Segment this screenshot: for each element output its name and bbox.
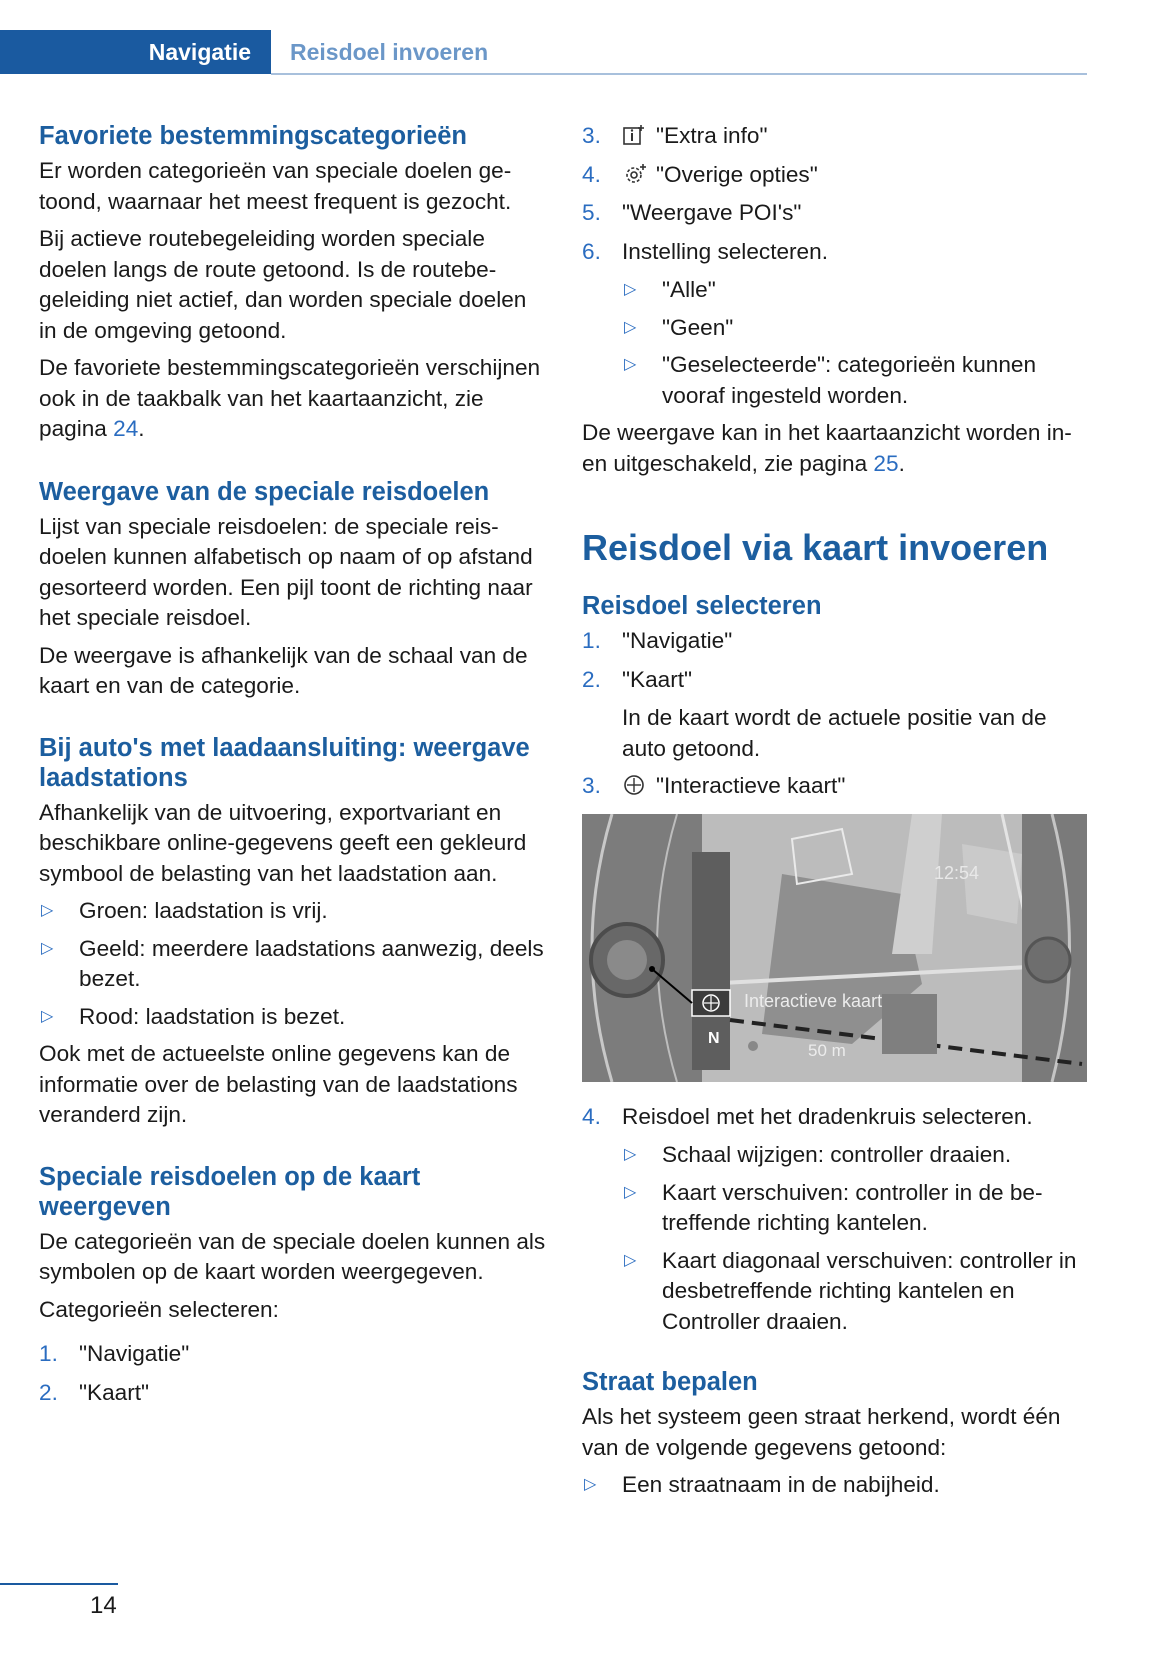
heading-select-destination: Reisdoel selecteren [582, 592, 822, 620]
step-text: "Kaart" [622, 666, 693, 692]
paragraph: Ook met de actueelste online gegevens kan de informatie over de belasting van de laadstations veranderd zijn. [39, 1041, 518, 1127]
step-text: "Overige opties" [656, 161, 818, 187]
list-item-text: Kaart diagonaal verschuiven: controller in desbetreffende richting kantelen en Controller draaien. [662, 1247, 1077, 1334]
triangle-bullet-icon: ▷ [624, 318, 637, 336]
step-number: 1. [39, 1341, 58, 1366]
triangle-bullet-icon: ▷ [624, 1251, 637, 1269]
triangle-bullet-icon: ▷ [41, 902, 54, 919]
crosshair-icon [622, 773, 648, 797]
list-item [39, 896, 549, 927]
step-number: 5. [582, 200, 601, 225]
list-item [39, 1339, 549, 1370]
list-item-text: "Alle" [662, 277, 716, 302]
header-subsection: Reisdoel invoeren [290, 39, 489, 65]
list-item-text: Kaart verschuiven: controller in de betreffende richting kantelen. [662, 1179, 1043, 1235]
step-text: Reisdoel met het dradenkruis selecteren. [622, 1103, 1033, 1129]
heading-determine-street: Straat bepalen [582, 1368, 758, 1396]
list-item-text: Schaal wijzigen: controller draaien. [662, 1142, 1012, 1167]
list-item [622, 1140, 1092, 1171]
map-scale: 50 m [808, 1040, 846, 1060]
page-number: 14 [90, 1592, 117, 1619]
list-item [39, 934, 549, 995]
heading-favorite-categories: Favoriete bestemmingscategorieën [39, 122, 467, 150]
triangle-bullet-icon: ▷ [41, 939, 54, 957]
list-item [622, 1246, 1092, 1338]
list-item [622, 275, 1092, 306]
list-item [582, 665, 1092, 696]
gear-icon [622, 162, 648, 186]
header-section-tab: Navigatie [0, 30, 271, 74]
triangle-bullet-icon: ▷ [624, 1183, 637, 1201]
paragraph-text: De favoriete bestemmingscategorieën verschijnen ook in de taakbalk van het kaartaanzicht, zie pagina [39, 355, 541, 441]
paragraph: De weergave is afhankelijk van de schaal van de kaart en van de categorie. [39, 642, 528, 698]
list-item-text: Geeld: meerdere laadstations aanwezig, deels bezet. [79, 935, 544, 991]
step-text: "Interactieve kaart" [656, 773, 846, 798]
list-item [582, 1470, 1092, 1501]
step-number: 2. [39, 1379, 58, 1405]
page-link-24[interactable]: 24 [113, 416, 139, 441]
heading-poi-on-map: Speciale reisdoelen op de kaart weergeven [39, 1162, 421, 1221]
list-item [39, 1002, 549, 1033]
list-item [622, 350, 1092, 411]
step-text: "Weergave POI's" [622, 200, 802, 225]
step-text: "Navigatie" [622, 628, 733, 653]
step-number: 2. [582, 666, 601, 692]
list-item-text: Rood: laadstation is bezet. [79, 1003, 346, 1029]
paragraph [582, 418, 1092, 479]
step-number: 3. [582, 773, 601, 798]
paragraph-text: De weergave kan in het kaartaanzicht worden in- en uitgeschakeld, zie pagina [582, 420, 1072, 476]
triangle-bullet-icon: ▷ [584, 1476, 597, 1493]
step-text: "Navigatie" [79, 1341, 190, 1366]
step-number: 3. [582, 123, 601, 148]
triangle-bullet-icon: ▷ [624, 281, 637, 298]
step-text: Instelling selecteren. [622, 238, 828, 264]
north-icon: N [708, 1029, 720, 1047]
left-column [39, 121, 549, 1416]
page-link-25[interactable]: 25 [873, 450, 899, 476]
list-item [582, 1102, 1092, 1133]
step-text: "Extra info" [656, 123, 768, 148]
paragraph: Lijst van speciale reisdoelen: de speciale reisdoelen kunnen alfabetisch op naam of op afstand gesorteerd worden. Een pijl toont de richting naar het speciale reisdoel. [39, 513, 533, 630]
paragraph: In de kaart wordt de actuele positie van de auto getoond. [622, 705, 1047, 761]
paragraph-end: . [138, 416, 145, 441]
header-rule [271, 73, 1087, 75]
list-item [622, 313, 1092, 344]
list-item [582, 771, 1092, 802]
map-mode-label: Interactieve kaart [744, 990, 883, 1011]
extra-info-icon [622, 123, 648, 147]
list-item-text: "Geselecteerde": categorieën kunnen vooraf ingesteld worden. [662, 352, 1037, 408]
step-number: 6. [582, 238, 601, 264]
heading-map-destination: Reisdoel via kaart invoeren [582, 527, 1049, 568]
step-number: 1. [582, 628, 601, 653]
paragraph: Als het systeem geen straat herkend, wordt één van de volgende gegevens getoond: [582, 1404, 1061, 1460]
map-clock: 12:54 [934, 862, 980, 883]
list-item-text: "Geen" [662, 314, 734, 340]
right-column [582, 121, 1092, 1508]
heading-poi-display: Weergave van de speciale reisdoelen [39, 477, 490, 506]
list-item [582, 198, 1092, 229]
paragraph: Categorieën selecteren: [39, 1296, 279, 1322]
list-item [622, 1178, 1092, 1239]
map-screenshot [582, 814, 1087, 1082]
paragraph-end: . [898, 450, 905, 476]
list-item-text: Een straatnaam in de nabijheid. [622, 1472, 940, 1497]
step-text: "Kaart" [79, 1379, 150, 1405]
list-item [39, 1378, 549, 1409]
paragraph: Bij actieve routebegeleiding worden speciale doelen langs de route getoond. Is de routebegeleiding niet actief, dan worden speciale doelen in de omgeving getoond. [39, 226, 527, 343]
triangle-bullet-icon: ▷ [41, 1007, 54, 1025]
list-item-text: Groen: laadstation is vrij. [79, 898, 328, 923]
list-item [582, 160, 1092, 191]
paragraph: De categorieën van de speciale doelen kunnen als symbolen op de kaart worden weergegeven. [39, 1228, 546, 1284]
step-number: 4. [582, 1103, 601, 1129]
paragraph: Er worden categorieën van speciale doelen getoond, waarnaar het meest frequent is gezocht. [39, 158, 512, 214]
paragraph [39, 353, 549, 445]
step-number: 4. [582, 161, 601, 187]
paragraph: Afhankelijk van de uitvoering, exportvariant en beschikbare online-gegevens geeft een gekleurd symbool de belasting van het laadstation aan. [39, 799, 527, 886]
heading-charging-stations: Bij auto's met laadaansluiting: weergave laadstations [39, 733, 530, 792]
triangle-bullet-icon: ▷ [624, 1146, 637, 1163]
list-item [582, 121, 1092, 152]
footer-rule [0, 1583, 118, 1585]
list-item [582, 237, 1092, 268]
list-item [582, 626, 1092, 657]
triangle-bullet-icon: ▷ [624, 356, 637, 373]
